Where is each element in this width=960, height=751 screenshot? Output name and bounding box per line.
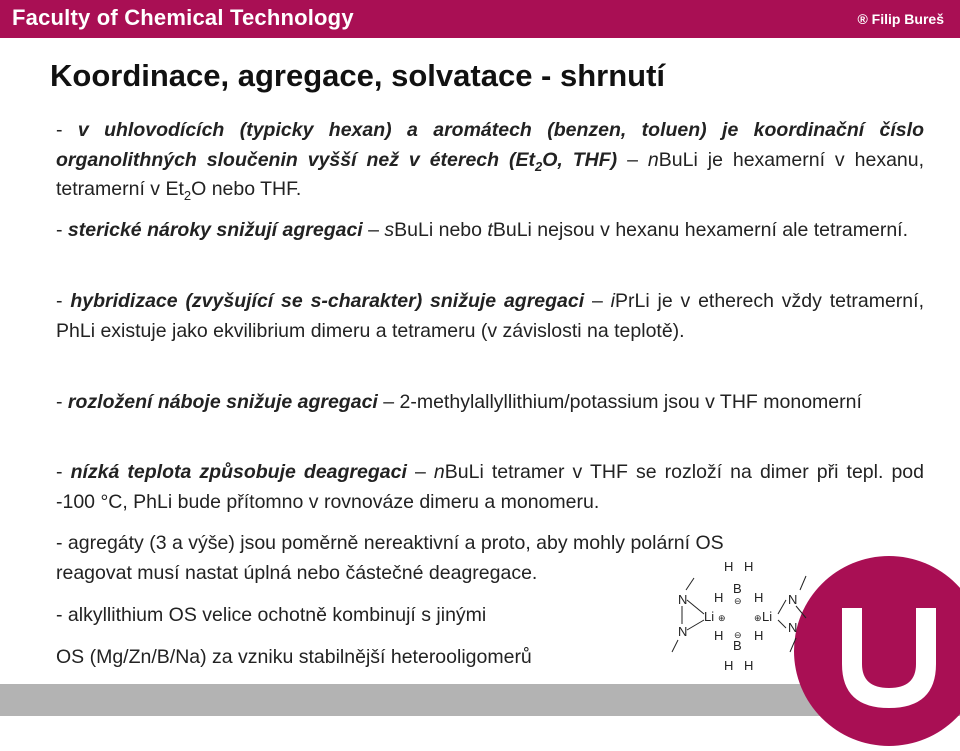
bullet-dash: - [56, 119, 78, 141]
atom-h: H [754, 590, 764, 605]
bond-n-methyl [790, 638, 796, 652]
text-part: – [362, 219, 385, 241]
prefix-italic: n [647, 148, 659, 171]
emphasis-text: rozložení náboje snižuje agregaci [67, 391, 378, 413]
text-part: – 2-methylallyllithium/potassium jsou v THF monomerní [377, 391, 862, 413]
paragraph-steric [56, 216, 924, 246]
bond-n-n [796, 606, 806, 618]
atom-h: H [724, 658, 734, 673]
emphasis-text: nízká teplota způsobuje deagregaci [70, 461, 407, 483]
bullet-dash: - [56, 290, 71, 312]
text-part: O nebo THF. [191, 178, 302, 200]
faculty-name: Faculty of Chemical Technology [12, 5, 354, 30]
emphasis-part: v uhlovodících (typicky hexan) a aromátech (benzen, toluen) je koordinační číslo organolithných sloučenin vyšší než v éterech (Et [56, 119, 924, 171]
subscript: 2 [535, 158, 543, 174]
bond-n-li [687, 620, 704, 630]
atom-h: H [714, 590, 724, 605]
paragraph-charge [56, 388, 924, 418]
prefix-italic: s [384, 219, 395, 241]
charge-plus: ⊕ [754, 613, 762, 623]
atom-n: N [788, 592, 798, 607]
text-part: – [617, 148, 648, 171]
atom-b: B [733, 581, 742, 596]
paragraph-coordination [56, 116, 924, 205]
borohydride-lithium-structure [660, 558, 830, 678]
text-part: – [406, 461, 434, 483]
paragraph-aggregates-line2: reagovat musí nastat úplná nebo částečné deagregace. [56, 562, 538, 584]
paragraph-temperature [56, 458, 924, 517]
atom-h: H [754, 628, 764, 643]
header-bar [0, 0, 960, 38]
prefix-italic: i [610, 290, 615, 312]
text-part: BuLi tetramer v THF se rozloží na dimer při tepl. pod -100 °C, PhLi bude přítomno v rovnováze dimeru a monomeru. [56, 461, 924, 513]
paragraph-alkyllithium: - alkyllithium OS velice ochotně kombinují s jinými [56, 604, 487, 626]
bond-n-li [778, 600, 786, 614]
bond-n-methyl [672, 640, 678, 652]
atom-h: H [724, 559, 734, 574]
prefix-italic: n [433, 461, 445, 483]
text-part: BuLi je hexamerní v hexanu, tetramerní v Et [56, 148, 925, 200]
paragraph-heterooligomers: OS (Mg/Zn/B/Na) za vzniku stabilnější heterooligomerů [56, 646, 532, 668]
atom-h: H [714, 628, 724, 643]
atom-n: N [678, 592, 688, 607]
slide-title: Koordinace, agregace, solvatace - shrnutí [50, 58, 666, 93]
charge-plus: ⊕ [718, 613, 726, 623]
bond-n-li [778, 620, 786, 628]
bond-n-li [687, 600, 704, 614]
text-part: BuLi nejsou v hexanu hexamerní ale tetramerní. [492, 219, 908, 241]
emphasis-text: hybridizace (zvyšující se s-charakter) snižuje agregaci [70, 290, 585, 312]
paragraph-hybridization [56, 287, 924, 346]
bullet-dash: - [56, 461, 71, 483]
bullet-dash: - [56, 219, 68, 241]
emphasis-part: O, THF) [542, 148, 618, 171]
atom-li: Li [704, 609, 715, 624]
atom-h: H [744, 658, 754, 673]
atom-b: B [733, 638, 742, 653]
paragraph-aggregates-line1: - agregáty (3 a výše) jsou poměrně nereaktivní a proto, aby mohly polární OS [56, 532, 724, 554]
bond-n-methyl [686, 578, 694, 590]
charge-minus: ⊖ [734, 630, 742, 640]
author-credit: ® Filip Bureš [857, 11, 944, 27]
atom-n: N [788, 620, 798, 635]
bond-n-methyl [800, 576, 806, 590]
atom-h: H [744, 559, 754, 574]
text-part: BuLi nebo [394, 219, 488, 241]
bullet-dash: - [56, 391, 68, 413]
subscript: 2 [183, 187, 192, 203]
atom-li: Li [762, 609, 773, 624]
text-part: PrLi je v etherech vždy tetramerní, PhLi existuje jako ekvilibrium dimeru a tetrameru (v závislosti na teplotě). [56, 290, 924, 342]
text-part: – [584, 290, 611, 312]
charge-minus: ⊖ [734, 596, 742, 606]
emphasis-text: sterické nároky snižují agregaci [67, 219, 363, 241]
atom-n: N [678, 624, 688, 639]
prefix-italic: t [487, 219, 493, 241]
